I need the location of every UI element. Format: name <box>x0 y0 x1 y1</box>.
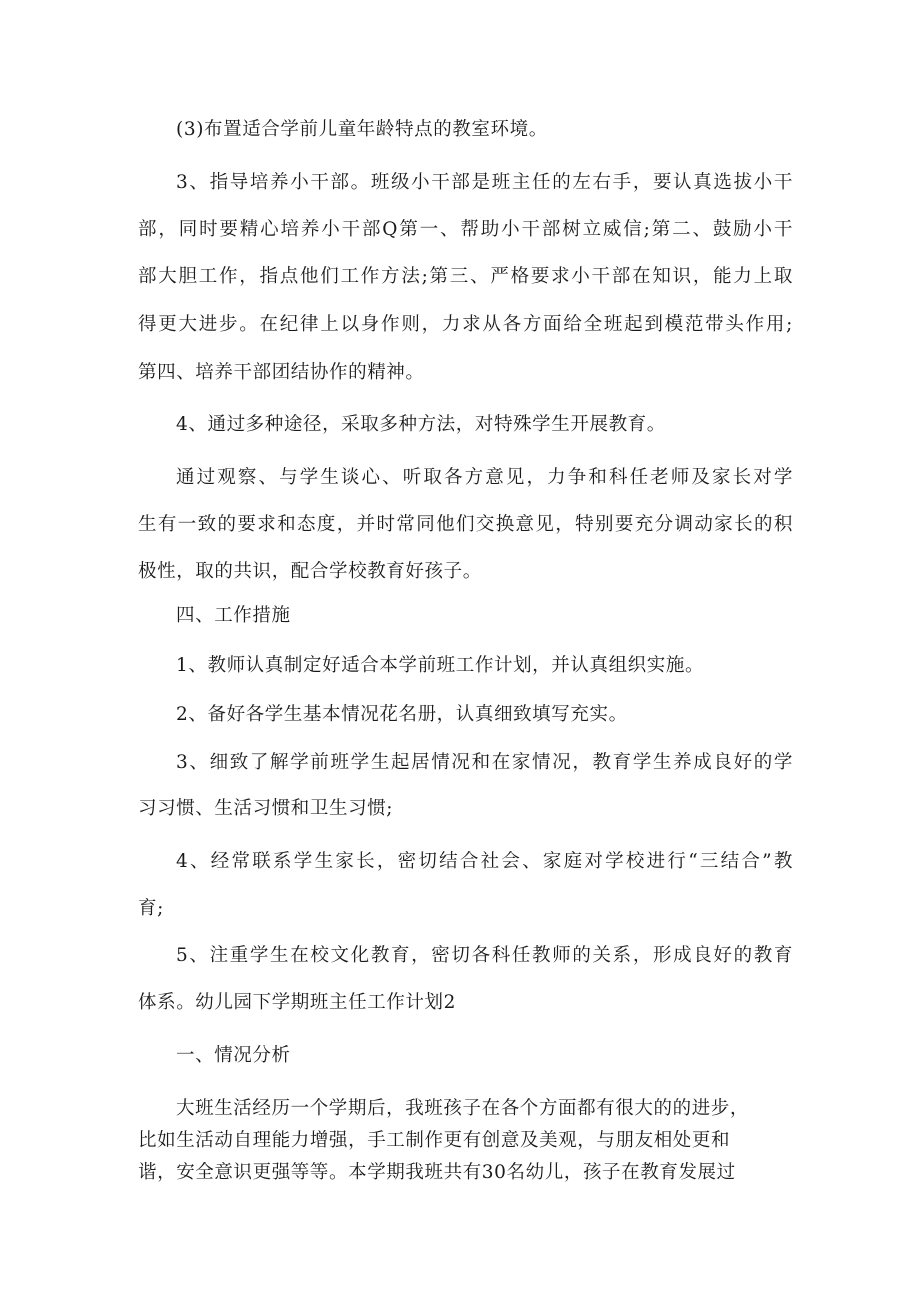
paragraph-line: 大班生活经历一个学期后，我班孩子在各个方面都有很大的的进步， <box>176 1098 750 1119</box>
section-heading: 一、情况分析 <box>176 1045 291 1066</box>
paragraph-line: 谐，安全意识更强等等。本学期我班共有30名幼儿，孩子在教育发展过 <box>138 1162 736 1183</box>
paragraph-line: 3、指导培养小干部。班级小干部是班主任的左右手，要认真选拔小干 <box>176 172 793 193</box>
paragraph-line: 得更大进步。在纪律上以身作则，力求从各方面给全班起到模范带头作用; <box>138 314 793 335</box>
paragraph-line: 4、经常联系学生家长，密切结合社会、家庭对学校进行“三结合”教 <box>176 851 793 872</box>
section-heading: 四、工作措施 <box>176 605 291 626</box>
paragraph-line: (3)布置适合学前儿童年龄特点的教室环境。 <box>176 119 548 140</box>
paragraph-line: 5、注重学生在校文化教育，密切各科任教师的关系，形成良好的教育 <box>176 945 793 966</box>
paragraph-line: 2、备好各学生基本情况花名册，认真细致填写充实。 <box>176 704 628 725</box>
paragraph-line: 育; <box>138 898 164 919</box>
paragraph-line: 生有一致的要求和态度，并时常同他们交换意见，特别要充分调动家长的积 <box>138 514 793 535</box>
paragraph-line: 比如生活动自理能力增强，手工制作更有创意及美观，与朋友相处更和 <box>138 1130 731 1151</box>
paragraph-line: 部，同时要精心培养小干部Q第一、帮助小干部树立威信;第二、鼓励小干 <box>138 219 793 240</box>
paragraph-line: 极性，取的共识，配合学校教育好孩子。 <box>138 561 482 582</box>
paragraph-line: 通过观察、与学生谈心、听取各方意见，力争和科任老师及家长对学 <box>176 467 793 488</box>
paragraph-line: 1、教师认真制定好适合本学前班工作计划，并认真组织实施。 <box>176 655 705 676</box>
paragraph-line: 第四、培养干部团结协作的精神。 <box>138 362 425 383</box>
paragraph-line: 体系。幼儿园下学期班主任工作计划2 <box>138 992 456 1013</box>
paragraph-line: 4、通过多种途径，采取多种方法，对特殊学生开展教育。 <box>176 414 666 435</box>
paragraph-line: 部大胆工作，指点他们工作方法;第三、严格要求小干部在知识，能力上取 <box>138 266 793 287</box>
paragraph-line: 3、细致了解学前班学生起居情况和在家情况，教育学生养成良好的学 <box>176 752 793 773</box>
paragraph-line: 习习惯、生活习惯和卫生习惯; <box>138 798 394 819</box>
